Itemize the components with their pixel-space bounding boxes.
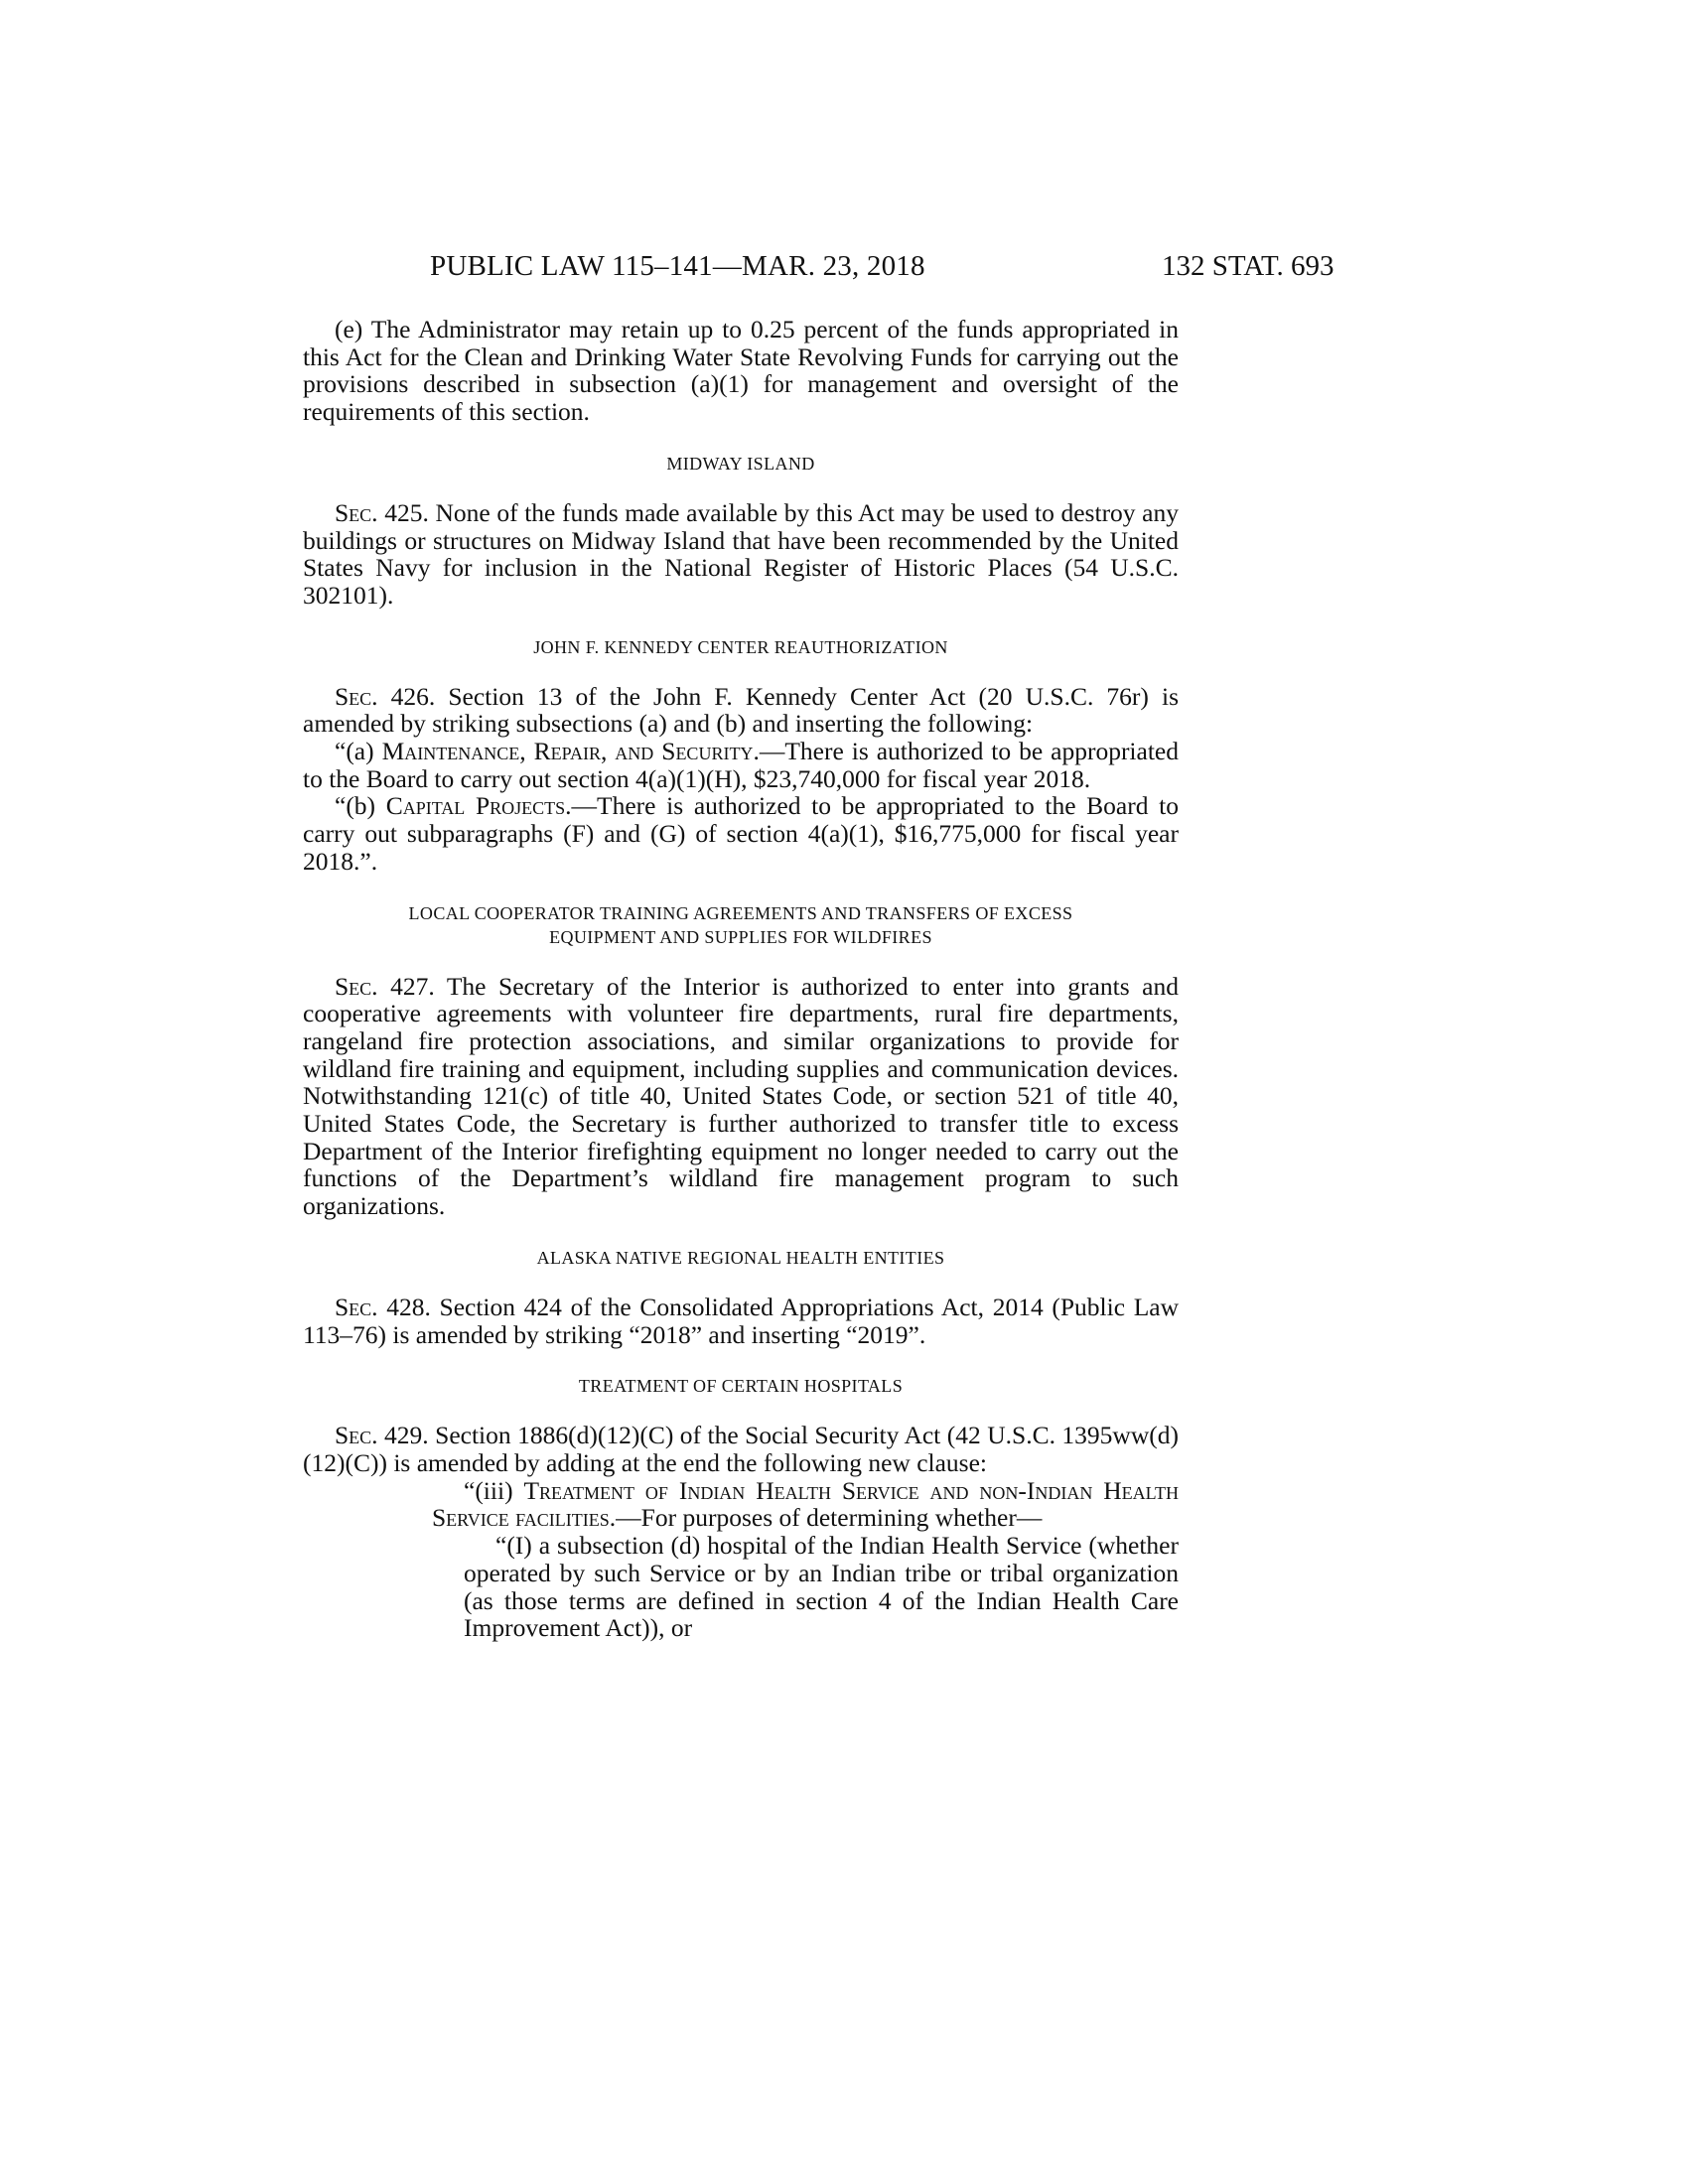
section-427-text: The Secretary of the Interior is authorized to enter into grants and cooperative agreements with volunteer fire departments, rural fire departments, rangeland fire protection associations, and similar organizations to provide for wildland fire training and equipment, including supplies and communication devices. Notwithstanding 121(c) of title 40, United States Code, or section 521 of title 40, United States Code, the Secretary is further authorized to transfer title to excess Department of the Interior firefighting equipment no longer needed to carry out the functions of the Department’s wildland fire management program to such organizations. <box>303 971 1179 1221</box>
section-428-text: Section 424 of the Consolidated Appropriations Act, 2014 (Public Law 113–76) is amended by striking “2018” and inserting “2019”. <box>303 1292 1179 1349</box>
heading-certain-hospitals: TREATMENT OF CERTAIN HOSPITALS <box>578 1376 904 1397</box>
clause-iii-heading: Treatment of Indian Health Service and non-Indian Health Service facilities <box>432 1475 1179 1533</box>
running-header <box>0 250 1688 290</box>
section-426-b-heading: Capital Projects <box>385 791 566 821</box>
clause-iii-text: .—For purposes of determining whether— <box>609 1503 1043 1533</box>
document-body <box>303 316 1179 1642</box>
section-426-b <box>303 792 1179 875</box>
section-426-text: Section 13 of the John F. Kennedy Center Act (20 U.S.C. 76r) is amended by striking subsections (a) and (b) and inserting the following: <box>303 681 1179 739</box>
section-426-b-open: “(b) <box>335 791 386 821</box>
section-426-a-text: .—There is authorized to be appropriated to the Board to carry out section 4(a)(1)(H), $23,740,000 for fiscal year 2018. <box>303 737 1179 793</box>
clause-iii-open: “(iii) <box>464 1475 524 1505</box>
heading-kennedy-center: JOHN F. KENNEDY CENTER REAUTHORIZATION <box>533 636 948 657</box>
subsection-e: (e) The Administrator may retain up to 0.25 percent of the funds appropriated in this Act for the Clean and Drinking Water State Revolving Funds for carrying out the provisions described in subsection (a)(1) for management and oversight of the requirements of this section. <box>303 315 1179 427</box>
section-428-label: Sec. 428. <box>335 1292 431 1321</box>
section-425-text: None of the funds made available by this Act may be used to destroy any buildings or structures on Midway Island that have been recommended by the United States Navy for inclusion in the National Register of Historic Places (54 U.S.C. 302101). <box>303 497 1180 610</box>
clause-iii <box>432 1477 1179 1532</box>
header-stat-page: 132 STAT. 693 <box>1162 250 1335 282</box>
section-426-a-heading: Maintenance, Repair, and Security <box>381 737 754 766</box>
section-429 <box>303 1422 1179 1476</box>
section-425 <box>303 499 1179 610</box>
heading-local-cooperator: LOCAL COOPERATOR TRAINING AGREEMENTS AND TRANSFERS OF EXCESS EQUIPMENT AND SUPPLIES FOR WILDFIRES <box>408 902 1073 947</box>
section-428 <box>303 1294 1179 1348</box>
section-426 <box>303 683 1179 738</box>
section-426-label: Sec. 426. <box>335 681 436 711</box>
section-425-label: Sec. 425. <box>335 497 429 527</box>
heading-alaska-native: ALASKA NATIVE REGIONAL HEALTH ENTITIES <box>536 1247 945 1268</box>
section-427 <box>303 973 1179 1220</box>
section-429-label: Sec. 429. <box>335 1421 429 1450</box>
header-title: PUBLIC LAW 115–141—MAR. 23, 2018 <box>430 250 925 282</box>
section-426-a-open: “(a) <box>335 737 382 766</box>
section-427-label: Sec. 427. <box>335 971 435 1001</box>
heading-midway-island: MIDWAY ISLAND <box>666 453 815 474</box>
section-426-a <box>303 738 1179 792</box>
clause-I: “(I) a subsection (d) hospital of the Indian Health Service (whether operated by such Service or by an Indian tribe or tribal organization (as those terms are defined in section 4 of the Indian Health Care Improvement Act)), or <box>464 1531 1179 1643</box>
section-426-b-text: .—There is authorized to be appropriated to the Board to carry out subparagraphs (F) and (G) of section 4(a)(1), $16,775,000 for fiscal year 2018.”. <box>303 791 1179 876</box>
section-429-text: Section 1886(d)(12)(C) of the Social Security Act (42 U.S.C. 1395ww(d)(12)(C)) is amended by adding at the end the following new clause: <box>303 1421 1179 1477</box>
